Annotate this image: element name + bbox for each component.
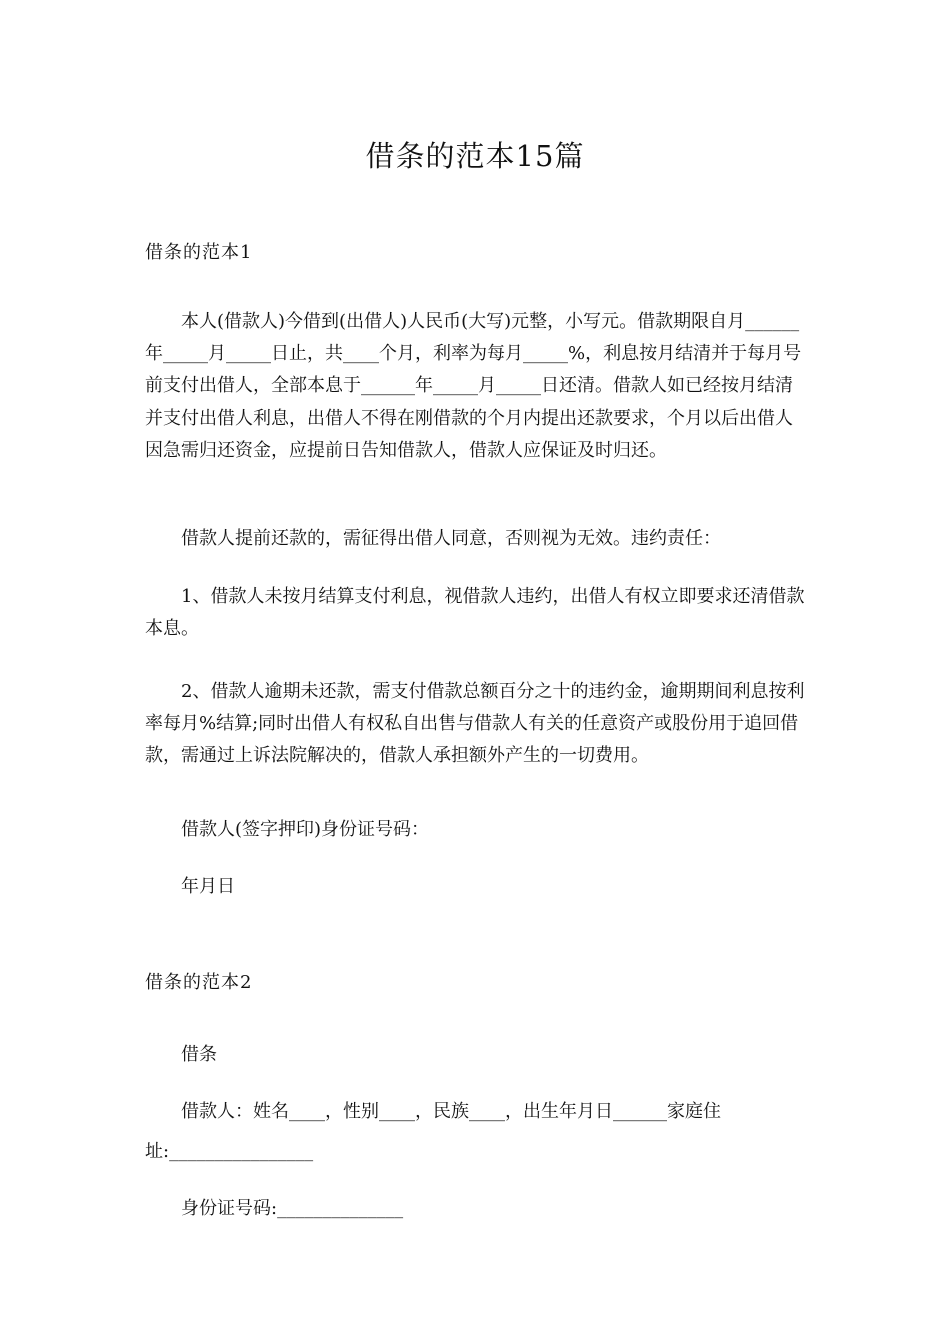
paragraph: 年月日 [181,876,235,897]
section-heading-2: 借条的范本2 [145,972,253,993]
paragraph: 借款人提前还款的，需征得出借人同意，否则视为无效。违约责任： [181,528,721,549]
paragraph: 本人(借款人)今借到(出借人)人民币(大写)元整，小写元。借款期限自月______年_____月_____日止，共____个月，利率为每月_____%，利息按月结清并于每月号前支付出借人，全部本息于______年_____月_____日还清。借款人如已经按月结清并支付出借人利息，出借人不得在刚借款的个月内提出还款要求，个月以后出借人因急需归还资金，应提前日告知借款人，借款人应保证及时归还。 [145,311,802,461]
paragraph: 借款人：姓名____，性别____，民族____，出生年月日______家庭住 [181,1101,721,1122]
paragraph: 身份证号码:______________ [181,1198,404,1219]
section-heading-1: 借条的范本1 [145,242,253,263]
paragraph: 借款人(签字押印)身份证号码： [181,819,430,840]
paragraph: 2、借款人逾期未还款，需支付借款总额百分之十的违约金，逾期期间利息按利率每月%结算;同时出借人有权私自出售与借款人有关的任意资产或股份用于追回借款，需通过上诉法院解决的，借款人承担额外产生的一切费用。 [145,681,805,767]
paragraph: 1、借款人未按月结算支付利息，视借款人违约，出借人有权立即要求还清借款本息。 [145,586,805,640]
paragraph: 址:________________ [145,1141,314,1162]
paragraph: 借条 [181,1044,217,1065]
document-title: 借条的范本15篇 [365,139,585,173]
